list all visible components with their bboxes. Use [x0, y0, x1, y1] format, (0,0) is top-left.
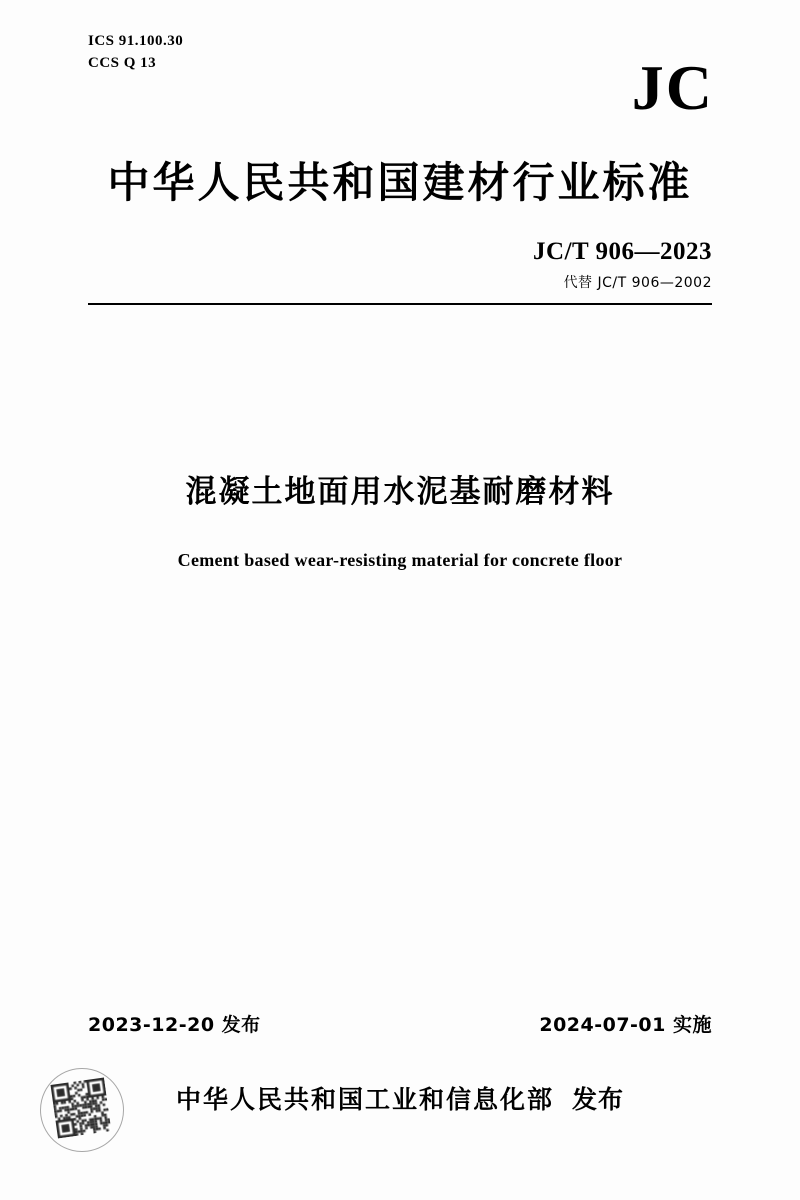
ccs-code: CCS Q 13 — [88, 55, 157, 71]
issuer-action: 发布 — [572, 1085, 625, 1114]
document-title-en: Cement based wear-resisting material for concrete floor — [177, 550, 623, 570]
issuer-name: 中华人民共和国工业和信息化部 — [175, 1085, 554, 1114]
qr-code-stamp — [40, 1068, 124, 1152]
effective-date: 2024-07-01 实施 — [539, 1014, 712, 1036]
standard-replaces: 代替 JC/T 906—2002 — [563, 275, 712, 291]
published-date: 2023-12-20 发布 — [88, 1014, 261, 1036]
date-row — [88, 1010, 712, 1037]
authority-title: 中华人民共和国建材行业标准 — [107, 158, 693, 207]
header-divider — [88, 303, 712, 305]
document-title-cn: 混凝土地面用水泥基耐磨材料 — [185, 474, 615, 510]
qr-code-icon — [51, 1078, 112, 1139]
jc-logo: JC — [631, 52, 714, 123]
standard-meta-block — [88, 30, 183, 74]
standard-number: JC/T 906—2023 — [533, 238, 712, 265]
ics-code: ICS 91.100.30 — [88, 33, 184, 49]
